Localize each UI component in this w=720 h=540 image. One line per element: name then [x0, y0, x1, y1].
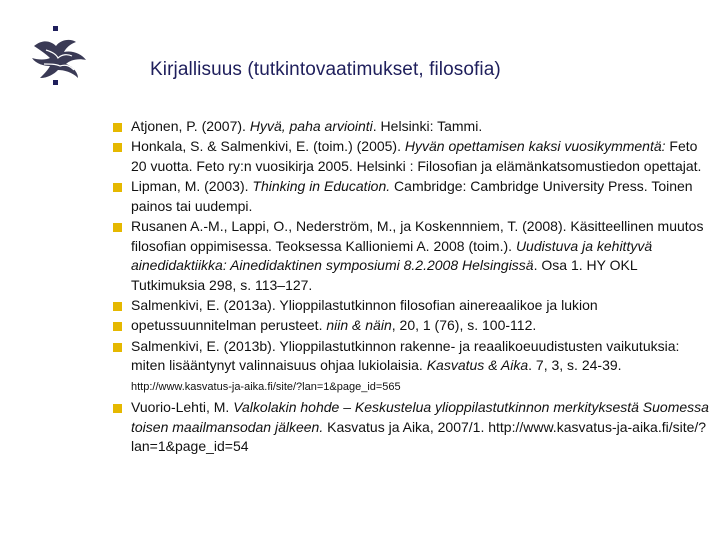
ref-title: Hyvän opettamisen kaksi vuosikymmentä:: [404, 138, 666, 155]
ref-text: Vuorio-Lehti, M.: [131, 399, 234, 416]
ref-title: Hyvä, paha arviointi: [249, 118, 373, 134]
ref-text: Atjonen, P. (2007).: [131, 118, 250, 134]
ref-text: Cambridge: Cambridge University Press. Toinen painos tai uudempi.: [131, 178, 693, 214]
ref-text: Kasvatus ja Aika, 2007/1. http://www.kasvatus-ja-aika.fi/site/?lan=1&page_id=54: [131, 418, 707, 455]
ref-text: Rusanen A.-M., Lappi, O., Nederström, M., ja Koskennniem, T. (2008). Käsitteellinen muutos filosofian oppimisessa. Teoksessa Kallioniemi A. 2008 (toim.).: [131, 218, 704, 254]
university-flame-logo-icon: [26, 24, 92, 96]
list-item: [113, 316, 713, 336]
list-item: [113, 117, 713, 137]
list-item: [113, 217, 713, 295]
ref-text: Salmenkivi, E. (2013b). Ylioppilastutkinnon rakenne- ja reaalikoeuudistusten vaikutuksia: miten lisääntynyt valinnaisuus ohjaa lukiolaisia.: [131, 337, 680, 374]
ref-text: Lipman, M. (2003).: [131, 178, 253, 195]
ref-title: Kasvatus & Aika: [426, 357, 529, 374]
bullet-square-icon: [113, 143, 122, 152]
bullet-square-icon: [113, 322, 122, 331]
ref-title: Uudistuva ja kehittyvä ainedidaktiikka: Ainedidaktinen symposiumi 8.2.2008 Helsingissä: [131, 237, 653, 274]
ref-text: . Helsinki: Tammi.: [372, 118, 483, 134]
list-item: [113, 296, 713, 316]
bullet-square-icon: [113, 343, 122, 352]
ref-title: Thinking in Education.: [252, 178, 391, 195]
list-item: [113, 398, 713, 457]
list-item: [113, 337, 713, 398]
ref-title: Valkolakin hohde – Keskustelua ylioppilastutkinnon merkityksestä Suomessa toisen maailmansodan jälkeen.: [131, 399, 709, 435]
ref-link[interactable]: http://www.kasvatus-ja-aika.fi/site/?lan=1&page_id=565: [131, 380, 401, 393]
reference-list: [113, 117, 713, 458]
ref-text: opetussuunnitelman perusteet.: [131, 317, 327, 334]
ref-text: . Osa 1. HY OKL Tutkimuksia 298, s. 113–127.: [131, 257, 638, 293]
ref-text: Salmenkivi, E. (2013a). Ylioppilastutkinnon filosofian ainereaalikoe ja lukion: [131, 297, 598, 314]
bullet-square-icon: [113, 302, 122, 311]
ref-title: niin & näin: [326, 317, 392, 334]
ref-text: Honkala, S. & Salmenkivi, E. (toim.) (2005).: [131, 138, 405, 155]
ref-text: , 20, 1 (76), s. 100-112.: [391, 317, 537, 334]
list-item: [113, 177, 713, 216]
bullet-square-icon: [113, 123, 122, 132]
slide-title: Kirjallisuus (tutkintovaatimukset, filosofia): [150, 59, 501, 80]
bullet-square-icon: [113, 223, 122, 232]
bullet-square-icon: [113, 183, 122, 192]
bullet-square-icon: [113, 404, 122, 413]
ref-text: Feto 20 vuotta. Feto ry:n vuosikirja 2005. Helsinki : Filosofian ja elämänkatsomustiedon opettajat.: [131, 138, 702, 174]
ref-text: . 7, 3, s. 24-39.: [528, 357, 622, 374]
list-item: [113, 137, 713, 176]
